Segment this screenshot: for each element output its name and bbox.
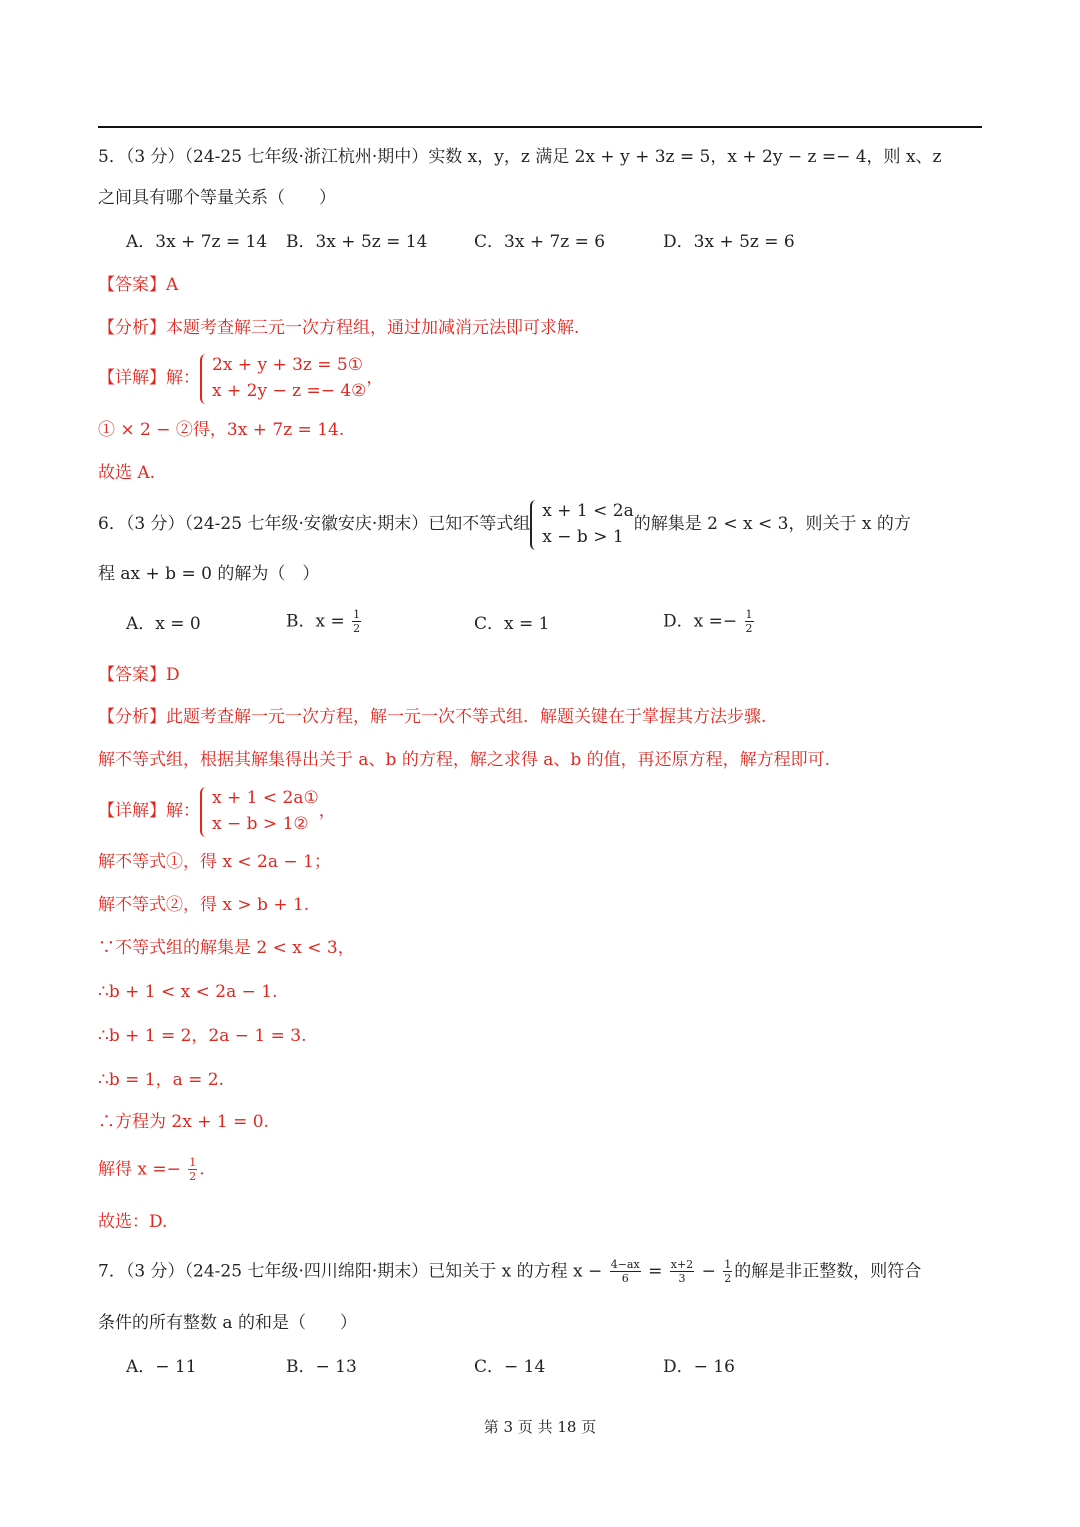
q6-stem-line-1 bbox=[98, 498, 911, 550]
q7-fraction-2 bbox=[670, 1258, 694, 1285]
q6-option-d-fraction bbox=[745, 608, 754, 635]
q6-detail bbox=[98, 785, 336, 837]
q6-step: 解不等式②，得 x > b + 1. bbox=[98, 895, 310, 915]
q6-solution-prefix: 解得 x =− bbox=[98, 1159, 187, 1180]
q6-step: ∴b + 1 = 2，2a − 1 = 3. bbox=[98, 1026, 307, 1046]
q5-stem-line-2: 之间具有哪个等量关系（ ） bbox=[98, 188, 336, 208]
fraction-denominator: 3 bbox=[678, 1272, 686, 1285]
q7-option-a: A．− 11 bbox=[126, 1357, 197, 1377]
q6-inequality-system bbox=[530, 498, 633, 550]
q6-analysis-1: 【分析】此题考查解一元一次方程，解一元一次不等式组．解题关键在于掌握其方法步骤. bbox=[98, 707, 767, 727]
q6-answer: 【答案】D bbox=[98, 665, 180, 685]
fraction-numerator: x+2 bbox=[670, 1258, 694, 1271]
q7-stem-part-b: 的解是非正整数，则符合 bbox=[734, 1261, 922, 1282]
q6-system-ineq2: x − b > 1 bbox=[542, 527, 624, 547]
q6-step: ∴方程为 2x + 1 = 0. bbox=[98, 1112, 269, 1132]
q6-option-a: A．x = 0 bbox=[126, 614, 201, 634]
q6-option-c: C．x = 1 bbox=[474, 614, 550, 634]
fraction-numerator: 1 bbox=[189, 1156, 197, 1169]
q5-detail-label: 【详解】解： bbox=[98, 368, 200, 388]
fraction-denominator: 6 bbox=[621, 1272, 629, 1285]
q6-detail-label: 【详解】解： bbox=[98, 801, 200, 821]
q6-analysis-2: 解不等式组，根据其解集得出关于 a、b 的方程，解之求得 a、b 的值，再还原方程，解方程即可. bbox=[98, 750, 831, 770]
q7-stem-line-2: 条件的所有整数 a 的和是（ ） bbox=[98, 1313, 357, 1333]
q7-equals: = bbox=[642, 1261, 668, 1282]
q6-step: ∴b + 1 < x < 2a − 1. bbox=[98, 982, 278, 1002]
q6-option-d bbox=[663, 608, 756, 635]
q7-option-d: D．− 16 bbox=[663, 1357, 735, 1377]
header-rule bbox=[98, 126, 982, 128]
q6-stem-line-2: 程 ax + b = 0 的解为（ ） bbox=[98, 564, 320, 584]
q6-stem-part-b: 的解集是 2 < x < 3，则关于 x 的方 bbox=[633, 514, 911, 534]
q7-option-c: C．− 14 bbox=[474, 1357, 546, 1377]
q6-option-b-label: B．x = bbox=[286, 611, 351, 632]
q5-step-1: ① × 2 − ②得，3x + 7z = 14. bbox=[98, 420, 345, 440]
q6-step: ∴b = 1，a = 2. bbox=[98, 1070, 224, 1090]
q6-stem-part-a: 6．（3 分）（24-25 七年级·安徽安庆·期末）已知不等式组 bbox=[98, 514, 531, 534]
fraction-numerator: 1 bbox=[745, 608, 753, 621]
q5-stem-line-1: 5．（3 分）（24-25 七年级·浙江杭州·期中）实数 x，y，z 满足 2x + y + 3z = 5，x + 2y − z =− 4，则 x、z bbox=[98, 147, 942, 167]
q6-detail-comma: ， bbox=[318, 801, 336, 821]
q7-fraction-1 bbox=[610, 1258, 641, 1285]
fraction-denominator: 2 bbox=[724, 1272, 732, 1285]
q5-option-a: A．3x + 7z = 14 bbox=[126, 232, 268, 252]
q7-option-b: B．− 13 bbox=[286, 1357, 357, 1377]
q6-detail-ineq1: x + 1 < 2a① bbox=[212, 788, 319, 808]
q5-system-eq2: x + 2y − z =− 4② bbox=[212, 381, 367, 401]
q6-option-d-label: D．x =− bbox=[663, 611, 743, 632]
q5-equation-system bbox=[200, 352, 366, 404]
q5-conclusion: 故选 A. bbox=[98, 463, 156, 483]
page-footer: 第 3 页 共 18 页 bbox=[483, 1418, 597, 1436]
q5-analysis: 【分析】本题考查解三元一次方程组，通过加减消元法即可求解. bbox=[98, 318, 580, 338]
q6-solution-suffix: . bbox=[199, 1159, 205, 1180]
q6-detail-system bbox=[200, 785, 319, 837]
q6-step: 解不等式①，得 x < 2a − 1； bbox=[98, 852, 331, 872]
fraction-denominator: 2 bbox=[745, 622, 753, 635]
q5-option-c: C．3x + 7z = 6 bbox=[474, 232, 606, 252]
q5-option-b: B．3x + 5z = 14 bbox=[286, 232, 428, 252]
fraction-numerator: 4−ax bbox=[610, 1258, 640, 1271]
q5-answer: 【答案】A bbox=[98, 275, 179, 295]
q6-option-b-fraction bbox=[352, 608, 361, 635]
q6-conclusion: 故选：D. bbox=[98, 1212, 168, 1232]
q5-system-eq1: 2x + y + 3z = 5① bbox=[212, 355, 363, 375]
q7-stem-line-1 bbox=[98, 1258, 921, 1285]
q5-option-d: D．3x + 5z = 6 bbox=[663, 232, 795, 252]
q7-fraction-3 bbox=[723, 1258, 732, 1285]
q7-stem-part-a: 7．（3 分）（24-25 七年级·四川绵阳·期末）已知关于 x 的方程 x − bbox=[98, 1261, 608, 1282]
q6-solution bbox=[98, 1156, 205, 1183]
q6-step: ∵不等式组的解集是 2 < x < 3， bbox=[98, 938, 355, 958]
fraction-denominator: 2 bbox=[353, 622, 361, 635]
q6-option-b bbox=[286, 608, 363, 635]
fraction-numerator: 1 bbox=[353, 608, 361, 621]
q6-solution-fraction bbox=[188, 1156, 197, 1183]
fraction-denominator: 2 bbox=[189, 1170, 197, 1183]
q7-minus: − bbox=[696, 1261, 722, 1282]
q5-detail bbox=[98, 352, 383, 404]
q6-detail-ineq2: x − b > 1② bbox=[212, 814, 309, 834]
q5-detail-comma: ， bbox=[366, 368, 384, 388]
fraction-numerator: 1 bbox=[724, 1258, 732, 1271]
q6-system-ineq1: x + 1 < 2a bbox=[542, 501, 634, 521]
